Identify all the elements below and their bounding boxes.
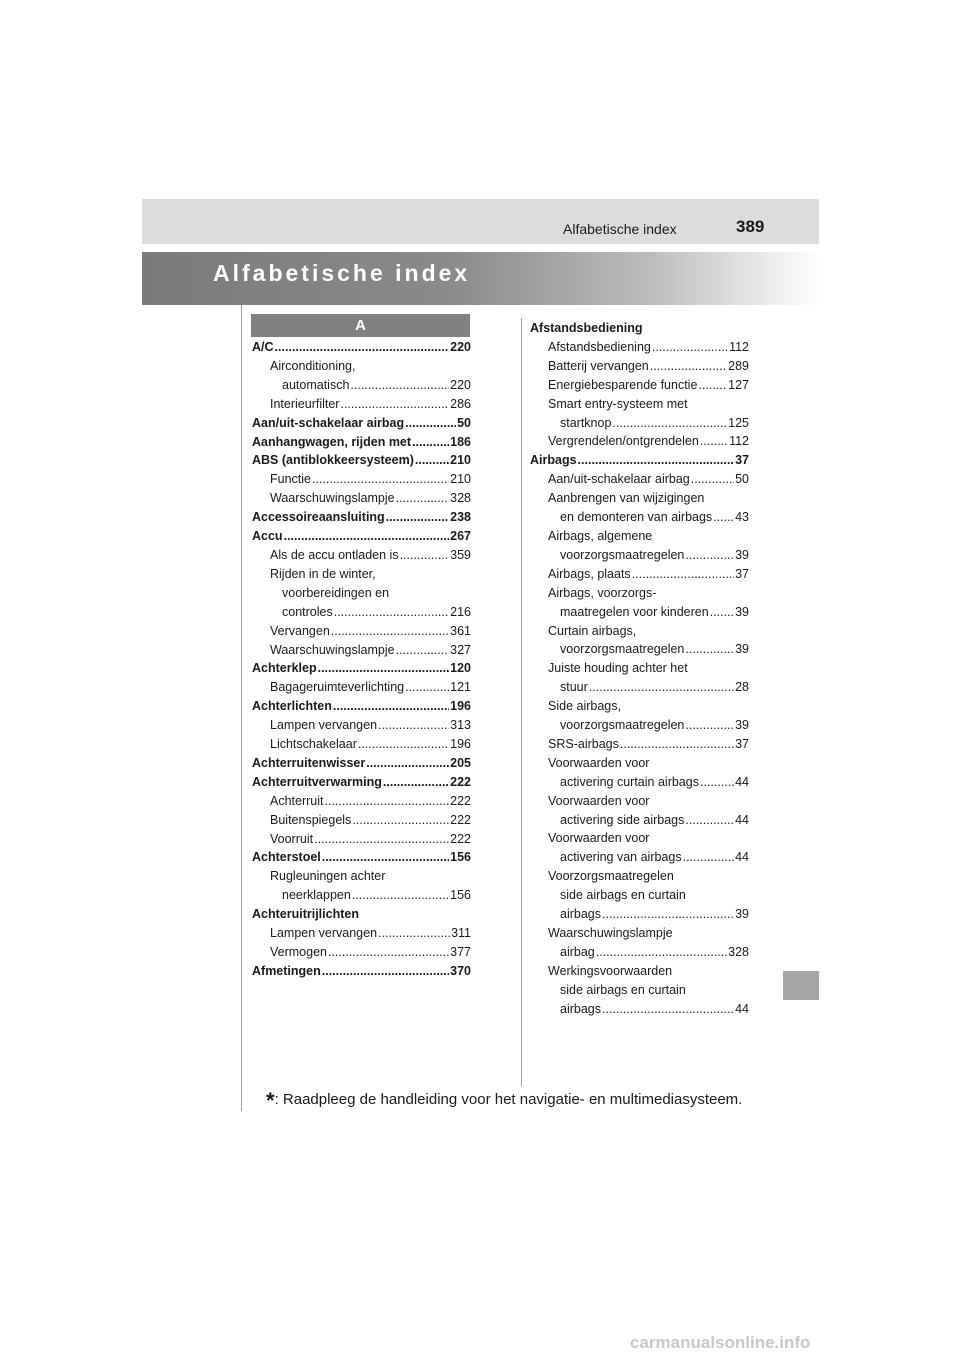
index-entry-label: Aan/uit-schakelaar airbag bbox=[548, 472, 690, 487]
index-entry bbox=[530, 754, 749, 773]
index-entry-label: maatregelen voor kinderen bbox=[560, 604, 709, 619]
index-entry bbox=[530, 678, 749, 697]
index-entry bbox=[530, 943, 749, 962]
index-entry-label: Bagageruimteverlichting bbox=[270, 680, 405, 695]
leader-dots bbox=[685, 546, 734, 565]
index-entry-page[interactable]: 210 bbox=[450, 453, 471, 468]
index-entry-label: Achterruitverwarming bbox=[252, 774, 382, 789]
index-entry-label: Airconditioning, bbox=[270, 358, 356, 373]
index-entry-label: Vergrendelen/ontgrendelen bbox=[548, 434, 699, 449]
index-entry-page[interactable]: 328 bbox=[450, 491, 471, 506]
index-entry bbox=[530, 886, 749, 905]
index-entry bbox=[252, 338, 471, 357]
index-entry-page[interactable]: 377 bbox=[450, 945, 471, 959]
index-entry-label: airbags bbox=[560, 907, 601, 922]
leader-dots bbox=[685, 811, 734, 830]
index-entry-label: Achterruitenwisser bbox=[252, 755, 366, 770]
index-entry-page[interactable]: 50 bbox=[735, 472, 749, 487]
index-entry-label: Vermogen bbox=[270, 945, 327, 959]
index-entry-label: controles bbox=[282, 604, 333, 619]
index-entry-page[interactable]: 220 bbox=[450, 377, 471, 392]
index-entry bbox=[530, 376, 749, 395]
index-entry bbox=[530, 603, 749, 622]
leader-dots bbox=[331, 622, 449, 641]
index-entry bbox=[530, 622, 749, 641]
index-entry-page[interactable]: 37 bbox=[735, 566, 749, 581]
leader-dots bbox=[620, 735, 734, 754]
leader-dots bbox=[710, 603, 734, 622]
index-entry-page[interactable]: 39 bbox=[735, 642, 749, 657]
index-entry-label: Aan/uit-schakelaar airbag bbox=[252, 415, 405, 430]
index-entry-label: Achterstoel bbox=[252, 850, 321, 865]
index-entry-label: Energiebesparende functie bbox=[548, 377, 698, 392]
index-entry bbox=[530, 716, 749, 735]
index-entry-page[interactable]: 44 bbox=[735, 812, 749, 827]
index-entry-label: voorbereidingen en bbox=[282, 585, 390, 600]
index-entry-label: SRS-airbags bbox=[548, 736, 619, 751]
index-entry bbox=[252, 527, 471, 546]
index-entry bbox=[252, 641, 471, 660]
index-entry-page[interactable]: 39 bbox=[735, 718, 749, 733]
index-entry-page[interactable]: 238 bbox=[450, 510, 471, 525]
index-entry-page[interactable]: 216 bbox=[450, 604, 471, 619]
leader-dots bbox=[358, 735, 449, 754]
index-entry bbox=[530, 565, 749, 584]
index-entry-label: Aanhangwagen, rijden met bbox=[252, 434, 412, 449]
index-entry-label: Lichtschakelaar bbox=[270, 737, 357, 752]
index-entry-page[interactable]: 289 bbox=[728, 358, 749, 373]
index-entry bbox=[530, 414, 749, 433]
leader-dots bbox=[700, 773, 734, 792]
index-entry-label: Airbags, algemene bbox=[548, 528, 653, 543]
index-column-right bbox=[530, 319, 749, 1019]
index-entry-page[interactable]: 222 bbox=[450, 831, 471, 846]
index-entry-label: Waarschuwingslampje bbox=[270, 491, 395, 506]
index-entry-label: Buitenspiegels bbox=[270, 812, 352, 827]
index-entry bbox=[530, 697, 749, 716]
index-entry bbox=[252, 716, 471, 735]
index-entry bbox=[530, 584, 749, 603]
leader-dots bbox=[340, 395, 449, 414]
index-entry-label: Achteruitrijlichten bbox=[252, 907, 359, 922]
index-entry bbox=[252, 697, 471, 716]
page-title: Alfabetische index bbox=[213, 260, 471, 286]
index-entry bbox=[252, 830, 471, 849]
index-entry-label: Afstandsbediening bbox=[548, 339, 651, 354]
index-entry-page[interactable]: 222 bbox=[450, 793, 471, 808]
leader-dots bbox=[400, 546, 450, 565]
index-entry-label: Waarschuwingslampje bbox=[270, 642, 395, 657]
index-entry-page[interactable]: 328 bbox=[728, 944, 749, 959]
leader-dots bbox=[366, 754, 449, 773]
leader-dots bbox=[683, 848, 734, 867]
index-entry-page[interactable]: 220 bbox=[450, 340, 471, 354]
index-entry-page[interactable]: 222 bbox=[450, 812, 471, 827]
index-entry-page[interactable]: 120 bbox=[450, 661, 471, 676]
leader-dots bbox=[700, 432, 728, 451]
index-entry-page[interactable]: 186 bbox=[450, 434, 471, 449]
index-entry-label: stuur bbox=[560, 680, 588, 695]
index-entry bbox=[530, 640, 749, 659]
index-entry bbox=[252, 584, 471, 603]
index-entry-label: Functie bbox=[270, 472, 311, 487]
index-entry bbox=[530, 395, 749, 414]
leader-dots bbox=[612, 414, 727, 433]
index-entry bbox=[252, 754, 471, 773]
index-entry bbox=[530, 508, 749, 527]
index-entry bbox=[252, 489, 471, 508]
index-entry-label: Lampen vervangen bbox=[270, 926, 378, 941]
leader-dots bbox=[334, 603, 449, 622]
leader-dots bbox=[405, 678, 449, 697]
index-entry-page[interactable]: 327 bbox=[450, 642, 471, 657]
index-entry bbox=[252, 659, 471, 678]
leader-dots bbox=[713, 508, 734, 527]
leader-dots bbox=[685, 716, 734, 735]
leader-dots bbox=[275, 338, 450, 357]
index-entry-label: Voorwaarden voor bbox=[548, 755, 650, 770]
index-entry-label: side airbags en curtain bbox=[560, 888, 686, 903]
index-entry bbox=[530, 357, 749, 376]
leader-dots bbox=[350, 376, 449, 395]
index-entry bbox=[530, 829, 749, 848]
leader-dots bbox=[652, 338, 728, 357]
index-entry bbox=[252, 773, 471, 792]
index-entry-page[interactable]: 112 bbox=[729, 434, 749, 449]
index-entry-page[interactable]: 37 bbox=[735, 453, 749, 468]
index-entry-page[interactable]: 205 bbox=[450, 755, 471, 770]
index-entry-label: Waarschuwingslampje bbox=[548, 926, 673, 940]
index-entry bbox=[530, 1000, 749, 1019]
left-margin-rule bbox=[241, 305, 242, 1111]
index-entry-label: voorzorgsmaatregelen bbox=[560, 718, 685, 733]
page-number: 389 bbox=[736, 217, 765, 236]
section-title: Alfabetische index bbox=[563, 221, 677, 237]
leader-dots bbox=[352, 886, 449, 905]
index-entry-page[interactable]: 112 bbox=[729, 339, 749, 354]
index-entry bbox=[252, 924, 471, 943]
index-entry-page[interactable]: 43 bbox=[735, 510, 749, 525]
index-entry bbox=[252, 735, 471, 754]
leader-dots bbox=[325, 792, 450, 811]
index-entry-label: en demonteren van airbags bbox=[560, 510, 713, 525]
index-entry bbox=[252, 867, 471, 886]
index-entry bbox=[530, 659, 749, 678]
index-entry-label: automatisch bbox=[282, 377, 350, 392]
index-entry-label: Achterruit bbox=[270, 793, 324, 808]
index-entry bbox=[530, 905, 749, 924]
index-entry-page[interactable]: 37 bbox=[735, 736, 749, 751]
index-entry-page[interactable]: 359 bbox=[450, 547, 471, 562]
index-entry bbox=[252, 792, 471, 811]
index-entry-label: airbags bbox=[560, 1001, 601, 1016]
index-entry-page[interactable]: 39 bbox=[735, 604, 749, 619]
index-entry bbox=[252, 962, 471, 981]
index-entry-label: ABS (antiblokkeersysteem) bbox=[252, 453, 414, 468]
index-entry bbox=[530, 962, 749, 981]
header-bar bbox=[142, 199, 819, 244]
leader-dots bbox=[698, 376, 727, 395]
column-divider bbox=[521, 318, 522, 1086]
index-entry-page[interactable]: 267 bbox=[450, 529, 471, 544]
index-entry-label: Voorruit bbox=[270, 831, 314, 846]
index-entry-label: Afstandsbediening bbox=[530, 321, 643, 335]
index-entry-page[interactable]: 44 bbox=[735, 774, 749, 789]
index-entry bbox=[530, 338, 749, 357]
index-entry-page[interactable]: 28 bbox=[735, 680, 749, 695]
leader-dots bbox=[378, 924, 450, 943]
index-entry bbox=[252, 357, 471, 376]
index-entry bbox=[530, 489, 749, 508]
leader-dots bbox=[578, 451, 735, 470]
index-entry-page[interactable]: 125 bbox=[728, 415, 749, 430]
index-entry-label: activering curtain airbags bbox=[560, 774, 699, 789]
index-entry-label: Voorwaarden voor bbox=[548, 793, 650, 808]
index-entry-page[interactable]: 361 bbox=[450, 623, 471, 638]
index-letter-heading: A bbox=[251, 314, 470, 337]
index-entry bbox=[530, 735, 749, 754]
index-entry-label: Afmetingen bbox=[252, 963, 321, 978]
index-entry bbox=[530, 527, 749, 546]
leader-dots bbox=[322, 848, 449, 867]
chapter-tab bbox=[783, 971, 819, 1000]
index-entry-page[interactable]: 39 bbox=[735, 907, 749, 922]
index-entry-label: Airbags, voorzorgs- bbox=[548, 585, 657, 600]
leader-dots bbox=[322, 962, 449, 981]
index-entry bbox=[252, 414, 471, 433]
index-entry-label: neerklappen bbox=[282, 888, 351, 903]
index-entry bbox=[252, 848, 471, 867]
index-entry-label: Smart entry-systeem met bbox=[548, 396, 688, 411]
index-entry-page[interactable]: 196 bbox=[450, 737, 471, 752]
index-entry-page[interactable]: 121 bbox=[450, 680, 471, 695]
footnote bbox=[266, 1088, 742, 1114]
index-entry-label: activering side airbags bbox=[560, 812, 685, 827]
index-entry-page[interactable]: 196 bbox=[450, 699, 471, 714]
index-entry-page[interactable]: 313 bbox=[450, 718, 471, 733]
index-entry bbox=[252, 886, 471, 905]
leader-dots bbox=[602, 905, 734, 924]
leader-dots bbox=[691, 470, 734, 489]
index-entry bbox=[530, 773, 749, 792]
index-entry bbox=[530, 451, 749, 470]
index-entry-page[interactable]: 156 bbox=[450, 888, 471, 903]
index-entry-label: Batterij vervangen bbox=[548, 358, 649, 373]
index-entry-label: Aanbrengen van wijzigingen bbox=[548, 491, 705, 506]
index-entry bbox=[252, 451, 471, 470]
leader-dots bbox=[415, 451, 449, 470]
index-entry-label: Airbags bbox=[530, 453, 577, 468]
index-entry-label: side airbags en curtain bbox=[560, 982, 686, 997]
index-entry-page[interactable]: 39 bbox=[735, 547, 749, 562]
leader-dots bbox=[405, 414, 456, 433]
index-entry-page[interactable]: 370 bbox=[450, 963, 471, 978]
index-entry bbox=[530, 848, 749, 867]
index-entry bbox=[530, 432, 749, 451]
leader-dots bbox=[602, 1000, 734, 1019]
index-entry bbox=[252, 433, 471, 452]
index-entry bbox=[252, 905, 471, 924]
index-entry bbox=[530, 319, 749, 338]
leader-dots bbox=[412, 433, 449, 452]
index-entry-page[interactable]: 156 bbox=[450, 850, 471, 865]
index-entry bbox=[252, 622, 471, 641]
index-entry-page[interactable]: 44 bbox=[735, 1001, 749, 1016]
index-entry-label: Achterlichten bbox=[252, 699, 332, 714]
index-entry-label: Accessoireaansluiting bbox=[252, 510, 385, 525]
index-entry-page[interactable]: 127 bbox=[728, 377, 749, 392]
leader-dots bbox=[378, 716, 449, 735]
index-entry-label: Rugleuningen achter bbox=[270, 869, 386, 884]
index-entry-label: Rijden in de winter, bbox=[270, 566, 376, 581]
index-entry-label: Voorwaarden voor bbox=[548, 831, 650, 846]
index-entry bbox=[252, 565, 471, 584]
index-entry-page[interactable]: 50 bbox=[457, 415, 471, 430]
index-column-left bbox=[252, 338, 471, 981]
leader-dots bbox=[396, 641, 450, 660]
index-entry-label: voorzorgsmaatregelen bbox=[560, 547, 685, 562]
index-entry bbox=[530, 981, 749, 1000]
index-entry-label: Juiste houding achter het bbox=[548, 661, 688, 676]
leader-dots bbox=[632, 565, 734, 584]
index-entry bbox=[252, 603, 471, 622]
index-entry-page[interactable]: 44 bbox=[735, 850, 749, 865]
index-entry-label: A/C bbox=[252, 340, 274, 354]
watermark: carmanualsonline.info bbox=[630, 1333, 811, 1352]
leader-dots bbox=[352, 811, 449, 830]
index-entry bbox=[252, 943, 471, 962]
footnote-text: : Raadpleeg de handleiding voor het navigatie- en multimediasysteem. bbox=[274, 1091, 743, 1108]
index-entry-label: Vervangen bbox=[270, 623, 330, 638]
leader-dots bbox=[386, 508, 449, 527]
index-entry bbox=[252, 811, 471, 830]
index-entry-page[interactable]: 311 bbox=[451, 926, 471, 941]
index-entry-label: Curtain airbags, bbox=[548, 623, 637, 638]
leader-dots bbox=[318, 659, 450, 678]
leader-dots bbox=[383, 773, 449, 792]
index-entry bbox=[252, 546, 471, 565]
footnote-marker: * bbox=[266, 1088, 275, 1113]
index-entry-page[interactable]: 210 bbox=[450, 472, 471, 487]
leader-dots bbox=[685, 640, 734, 659]
index-entry-label: activering van airbags bbox=[560, 850, 682, 865]
leader-dots bbox=[314, 830, 449, 849]
leader-dots bbox=[396, 489, 450, 508]
leader-dots bbox=[328, 943, 449, 962]
index-entry-label: Achterklep bbox=[252, 661, 317, 676]
index-entry-label: Interieurfilter bbox=[270, 396, 340, 411]
index-entry bbox=[530, 792, 749, 811]
index-entry bbox=[252, 395, 471, 414]
index-entry bbox=[530, 811, 749, 830]
index-entry bbox=[530, 470, 749, 489]
index-entry bbox=[252, 470, 471, 489]
leader-dots bbox=[589, 678, 734, 697]
index-entry bbox=[252, 678, 471, 697]
index-entry bbox=[530, 924, 749, 943]
index-entry-label: Als de accu ontladen is bbox=[270, 547, 399, 562]
index-entry bbox=[252, 376, 471, 395]
index-entry-label: startknop bbox=[560, 415, 612, 430]
index-entry-label: Voorzorgsmaatregelen bbox=[548, 869, 674, 884]
leader-dots bbox=[333, 697, 449, 716]
index-entry-page[interactable]: 286 bbox=[450, 396, 471, 411]
leader-dots bbox=[312, 470, 449, 489]
leader-dots bbox=[596, 943, 727, 962]
index-entry-label: Lampen vervangen bbox=[270, 718, 378, 733]
index-entry-label: Werkingsvoorwaarden bbox=[548, 963, 673, 978]
leader-dots bbox=[284, 527, 450, 546]
index-entry bbox=[530, 867, 749, 886]
index-entry bbox=[252, 508, 471, 527]
index-entry-label: voorzorgsmaatregelen bbox=[560, 642, 685, 657]
index-entry bbox=[530, 546, 749, 565]
index-entry-label: airbag bbox=[560, 944, 595, 959]
leader-dots bbox=[650, 357, 727, 376]
index-entry-label: Accu bbox=[252, 529, 283, 544]
index-entry-page[interactable]: 222 bbox=[450, 774, 471, 789]
index-entry-label: Side airbags, bbox=[548, 699, 621, 714]
index-entry-label: Airbags, plaats bbox=[548, 566, 631, 581]
